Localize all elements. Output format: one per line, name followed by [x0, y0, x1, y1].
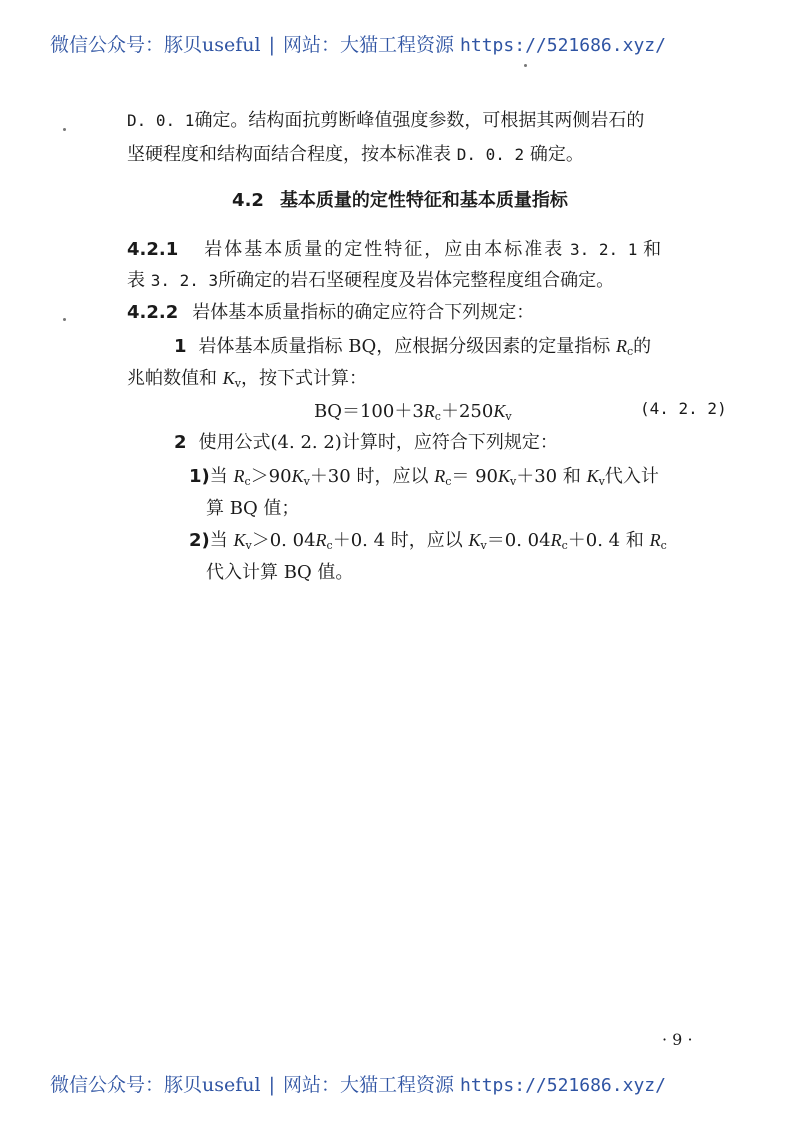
item-1-line2-a: 兆帕数值和 — [127, 368, 217, 389]
symbol-subscript: c — [445, 475, 452, 488]
symbol-r: R — [615, 336, 627, 356]
watermark-url[interactable]: https://521686.xyz/ — [460, 35, 666, 56]
clause-422-line — [127, 298, 534, 324]
table-ref: 3. 2. 1 — [569, 240, 638, 259]
symbol-k: K — [222, 368, 235, 388]
symbol-r: R — [423, 401, 435, 421]
subitem-2-line-2: 代入计算 BQ 值。 — [206, 562, 354, 583]
subitem-1-line-1 — [189, 462, 659, 488]
scan-speck — [524, 64, 527, 67]
formula-bq: BQ＝100＋3 — [314, 401, 424, 422]
scan-speck — [63, 318, 66, 321]
watermark-site-label: 网站：大猫工程资源 — [282, 1074, 454, 1096]
clause-421-line2-text: 所确定的岩石坚硬程度及岩体完整程度组合确定。 — [218, 270, 615, 291]
clause-number: 4.2.1 — [127, 239, 179, 260]
item-1-line-2 — [127, 364, 367, 390]
symbol-r: R — [315, 530, 327, 550]
item-1-line-1 — [174, 332, 651, 358]
clause-number: 4.2.2 — [127, 302, 179, 323]
intro-text-1: 确定。结构面抗剪断峰值强度参数，可根据其两侧岩石的 — [194, 110, 645, 131]
symbol-k: K — [468, 530, 481, 550]
subitem-label: 1) — [189, 466, 210, 487]
item-1-text-a: 岩体基本质量指标 BQ，应根据分级因素的定量指标 — [198, 336, 611, 357]
item-number: 2 — [174, 432, 187, 453]
subitem-2-eq: ＝0. 04 — [486, 530, 551, 551]
subitem-1-eq2: ＋30 和 — [516, 466, 581, 487]
symbol-k: K — [493, 401, 506, 421]
subitem-2-text-a: 当 — [209, 530, 228, 551]
formula-number: (4. 2. 2) — [640, 399, 727, 418]
symbol-k: K — [586, 466, 599, 486]
formula-mid: ＋250 — [440, 401, 494, 422]
watermark-header — [50, 30, 770, 57]
symbol-subscript: v — [245, 539, 252, 552]
clause-422-text: 岩体基本质量指标的确定应符合下列规定： — [192, 302, 535, 323]
scan-speck — [63, 128, 66, 131]
watermark-wechat-text: 微信公众号：豚贝useful — [50, 34, 261, 56]
watermark-url[interactable]: https://521686.xyz/ — [460, 1075, 666, 1096]
clause-421-text-a: 岩体基本质量的定性特征，应由本标准表 — [204, 239, 565, 260]
subitem-1-text-a: 当 — [209, 466, 228, 487]
symbol-r: R — [434, 466, 446, 486]
section-title: 基本质量的定性特征和基本质量指标 — [279, 190, 568, 211]
section-number: 4.2 — [232, 190, 264, 211]
item-number: 1 — [174, 336, 187, 357]
section-heading — [0, 186, 800, 212]
subitem-1-cond2: ＋30 时，应以 — [309, 466, 429, 487]
symbol-subscript: c — [660, 539, 667, 552]
item-1-text-b: 的 — [633, 336, 652, 357]
watermark-wechat-text: 微信公众号：豚贝useful — [50, 1074, 261, 1096]
symbol-subscript: v — [598, 475, 605, 488]
item-2-line — [174, 428, 558, 454]
symbol-subscript: v — [234, 377, 241, 390]
subitem-1-line-2: 算 BQ 值； — [206, 498, 300, 519]
subitem-2-eq2: ＋0. 4 和 — [567, 530, 644, 551]
symbol-k: K — [291, 466, 304, 486]
watermark-separator: | — [268, 1074, 275, 1096]
subitem-2-cond2: ＋0. 4 时，应以 — [332, 530, 463, 551]
symbol-subscript: c — [244, 475, 251, 488]
clause-421-line-2 — [127, 266, 614, 292]
intro-text-2: 坚硬程度和结构面结合程度，按本标准表 — [127, 144, 451, 165]
subitem-1-tail: 代入计 — [604, 466, 659, 487]
watermark-footer — [50, 1070, 770, 1097]
subitem-2-cond: ＞0. 04 — [251, 530, 316, 551]
symbol-subscript: v — [480, 539, 487, 552]
symbol-subscript: c — [626, 345, 634, 358]
subitem-1-eq: ＝ 90 — [451, 466, 498, 487]
subitem-1-cond: ＞90 — [250, 466, 292, 487]
subitem-label: 2) — [189, 530, 210, 551]
clause-421-prefix: 表 — [127, 270, 145, 291]
watermark-separator: | — [268, 34, 275, 56]
symbol-k: K — [498, 466, 511, 486]
symbol-r: R — [649, 530, 661, 550]
item-2-text: 使用公式(4. 2. 2)计算时，应符合下列规定： — [198, 432, 558, 453]
symbol-subscript: c — [434, 410, 441, 423]
intro-text-2-end: 确定。 — [529, 144, 584, 165]
symbol-subscript: c — [561, 539, 568, 552]
watermark-site-label: 网站：大猫工程资源 — [282, 34, 454, 56]
symbol-subscript: c — [326, 539, 333, 552]
symbol-k: K — [233, 530, 246, 550]
formula — [314, 397, 512, 423]
page-number: · 9 · — [662, 1030, 693, 1049]
subitem-2-line-1 — [189, 526, 667, 552]
symbol-subscript: v — [303, 475, 310, 488]
symbol-subscript: v — [505, 410, 512, 423]
intro-line-2 — [127, 140, 584, 166]
table-ref: 3. 2. 3 — [150, 271, 219, 290]
table-ref: D. 0. 1 — [127, 111, 195, 130]
table-ref: D. 0. 2 — [456, 145, 525, 164]
intro-line-1 — [127, 106, 644, 132]
clause-421-text-b: 和 — [643, 239, 662, 260]
symbol-r: R — [550, 530, 562, 550]
item-1-line2-b: ，按下式计算： — [240, 368, 367, 389]
symbol-subscript: v — [510, 475, 517, 488]
symbol-r: R — [233, 466, 245, 486]
clause-421-line-1 — [127, 235, 661, 261]
